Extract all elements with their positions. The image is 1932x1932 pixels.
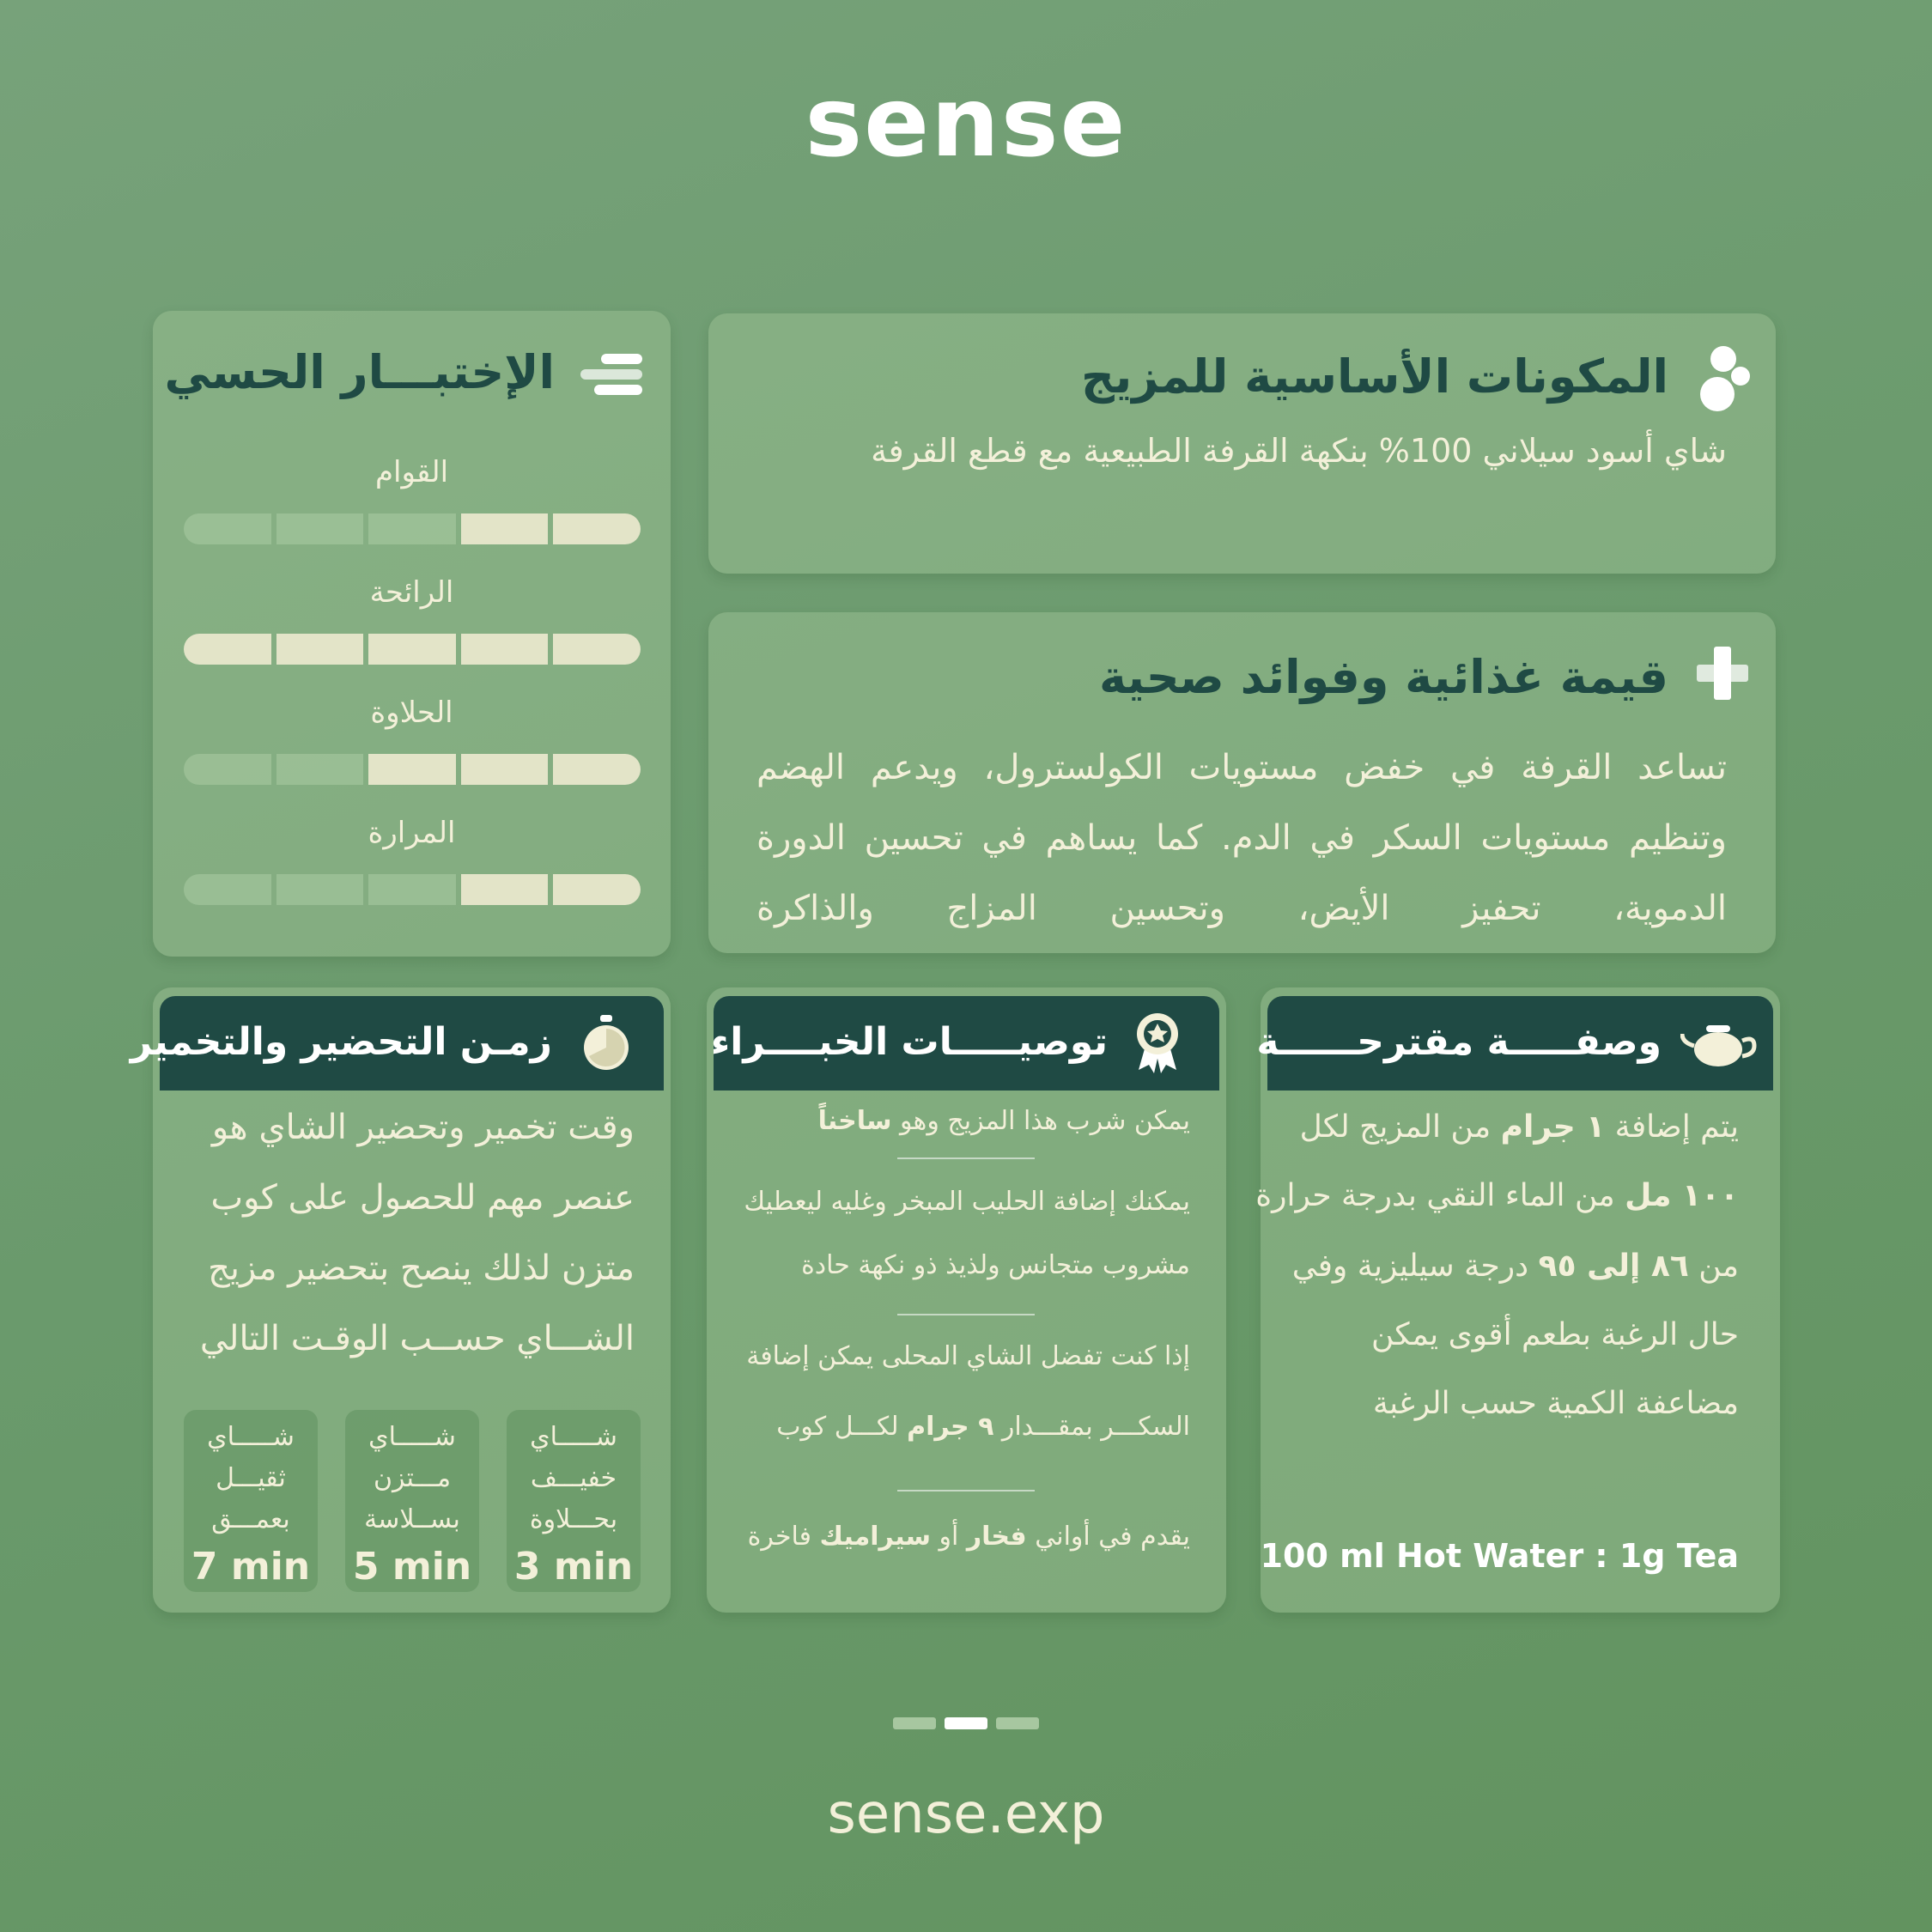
experts-title: توصيـــــات الخبــــراء xyxy=(710,1020,1108,1064)
sensory-attr-label: القوام xyxy=(374,455,449,489)
line-bold: ١ جرام xyxy=(1500,1109,1606,1145)
sensory-title: الإختبـــار الحسي xyxy=(164,345,555,399)
line-text: أو xyxy=(930,1522,967,1552)
experts-line xyxy=(746,1341,1190,1371)
line-text: من xyxy=(1688,1249,1739,1284)
brew-time-box xyxy=(507,1410,641,1592)
divider xyxy=(897,1157,1035,1159)
nutrition-card xyxy=(708,612,1776,953)
medal-icon xyxy=(1132,1012,1183,1073)
recipe-line xyxy=(1371,1317,1739,1352)
sensory-rating-bar xyxy=(184,513,641,544)
brew-header xyxy=(130,996,664,1091)
line-bold: ١٠٠ مل xyxy=(1625,1178,1739,1213)
pager-dot[interactable] xyxy=(996,1717,1039,1729)
rating-segment xyxy=(276,754,364,785)
line-text: السكـــر بمقـــدار xyxy=(993,1412,1190,1442)
brew-time-value: 5 min xyxy=(352,1545,472,1589)
brand-logo: sense xyxy=(805,67,1127,179)
brew-time-box xyxy=(184,1410,318,1592)
brand-handle: sense.exp xyxy=(827,1783,1105,1846)
rating-segment xyxy=(553,874,641,905)
rating-segment xyxy=(368,874,456,905)
line-text: يمكن شرب هذا المزيج وهو xyxy=(891,1106,1190,1136)
sensory-attr-label: الرائحة xyxy=(369,575,454,610)
brew-line: الشـــاي حســب الوقـت التالي xyxy=(199,1319,635,1358)
recipe-title: وصفـــــة مقترحــــــة xyxy=(1256,1020,1662,1064)
line-text: يمكنك إضافة الحليب المبخر وغليه ليعطيك xyxy=(744,1187,1190,1217)
brew-line: وقت تخمير وتحضير الشاي هو xyxy=(211,1108,635,1147)
ingredients-title: المكونات الأساسية للمزيج xyxy=(1081,349,1668,404)
recipe-line xyxy=(1255,1178,1739,1213)
rating-segment xyxy=(461,513,549,544)
dots-icon xyxy=(1698,346,1750,411)
line-text: مضاعفة الكمية حسب الرغبة xyxy=(1372,1386,1739,1421)
rating-segment xyxy=(553,754,641,785)
pager-dot[interactable] xyxy=(893,1717,936,1729)
sensory-card xyxy=(153,311,671,957)
brew-time-value: 7 min xyxy=(191,1545,311,1589)
rating-segment xyxy=(461,634,549,665)
rating-segment xyxy=(276,634,364,665)
brew-time-box xyxy=(345,1410,479,1592)
experts-line xyxy=(776,1412,1190,1442)
experts-line xyxy=(818,1106,1190,1136)
rating-segment xyxy=(184,634,271,665)
brew-time-label: شـــــاي ثقيـــل بعمـــق xyxy=(207,1422,295,1534)
experts-line xyxy=(748,1522,1190,1552)
sensory-attr-label: المرارة xyxy=(368,816,456,850)
sensory-rating-bar xyxy=(184,634,641,665)
line-text: حال الرغبة بطعم أقوى يمكن xyxy=(1371,1317,1739,1352)
line-text: مشروب متجانس ولذيذ ذو نكهة حادة xyxy=(801,1250,1190,1280)
brew-time-value: 3 min xyxy=(513,1545,634,1589)
teapot-icon xyxy=(1680,1015,1758,1072)
recipe-ratio: 100 ml Hot Water : 1g Tea xyxy=(1260,1537,1739,1575)
bars-icon xyxy=(580,350,642,402)
rating-segment xyxy=(184,874,271,905)
recipe-header xyxy=(1256,996,1773,1091)
recipe-card xyxy=(1255,987,1780,1613)
line-text: من الماء النقي بدرجة حرارة xyxy=(1255,1178,1625,1213)
line-bold: سيراميك xyxy=(819,1522,931,1552)
nutrition-text: تساعد القرفة في خفض مستويات الكولسترول، ويدعم الهضم وتنظيم مستويات السكر في الدم. كما يساهم في تحسين الدورة الدموية، تحفيز الأيض، وتحسين المزاج والذاكرة xyxy=(756,748,1727,928)
rating-segment xyxy=(184,513,271,544)
experts-line xyxy=(801,1250,1190,1280)
recipe-line xyxy=(1300,1109,1739,1145)
line-text: فاخرة xyxy=(747,1522,820,1552)
rating-segment xyxy=(461,754,549,785)
rating-segment xyxy=(553,513,641,544)
brew-time-label: شـــــاي مـــتزن بســلاسة xyxy=(364,1422,460,1534)
experts-line xyxy=(744,1187,1190,1217)
line-text: إذا كنت تفضل الشاي المحلى يمكن إضافة xyxy=(746,1341,1190,1371)
rating-segment xyxy=(276,874,364,905)
line-text: يتم إضافة xyxy=(1605,1109,1739,1145)
rating-segment xyxy=(368,634,456,665)
rating-segment xyxy=(276,513,364,544)
timer-icon xyxy=(581,1015,631,1072)
recipe-line xyxy=(1373,1386,1739,1421)
rating-segment xyxy=(368,513,456,544)
line-text: من المزيج لكل xyxy=(1299,1109,1501,1145)
experts-card xyxy=(707,987,1226,1613)
plus-icon xyxy=(1697,647,1748,698)
line-text: يقدم في أواني xyxy=(1026,1522,1190,1552)
experts-header xyxy=(710,996,1219,1091)
rating-segment xyxy=(553,634,641,665)
rating-segment xyxy=(184,754,271,785)
sensory-rating-bar xyxy=(184,754,641,785)
brew-time-card xyxy=(130,987,671,1613)
recipe-line xyxy=(1292,1249,1739,1284)
line-bold: ٩ جرام xyxy=(907,1412,994,1442)
pager-dot[interactable] xyxy=(945,1717,987,1729)
nutrition-title: قيمة غذائية وفوائد صحية xyxy=(1098,650,1668,704)
rating-segment xyxy=(461,874,549,905)
line-bold: ٨٦ إلى ٩٥ xyxy=(1538,1249,1689,1284)
brew-line: متزن لذلك ينصح بتحضير مزيج xyxy=(208,1249,635,1288)
brew-time-label: شـــــاي خفيـــف بحـــلاوة xyxy=(529,1422,618,1534)
sensory-rating-bar xyxy=(184,874,641,905)
ingredients-text: شاي أسود سيلاني 100% بنكهة القرفة الطبيعية مع قطع القرفة xyxy=(871,432,1727,470)
line-bold: فخار xyxy=(966,1522,1027,1552)
divider xyxy=(897,1490,1035,1492)
line-text: درجة سيليزية وفي xyxy=(1291,1249,1539,1284)
sensory-attr-label: الحلاوة xyxy=(370,696,453,730)
line-bold: ساخناً xyxy=(817,1106,892,1136)
brew-title: زمـن التحضير والتخمير xyxy=(130,1020,552,1064)
brew-line: عنصر مهم للحصول على كوب xyxy=(210,1178,635,1218)
rating-segment xyxy=(368,754,456,785)
ingredients-card xyxy=(708,313,1776,574)
line-text: لكـــل كوب xyxy=(776,1412,908,1442)
divider xyxy=(897,1314,1035,1315)
